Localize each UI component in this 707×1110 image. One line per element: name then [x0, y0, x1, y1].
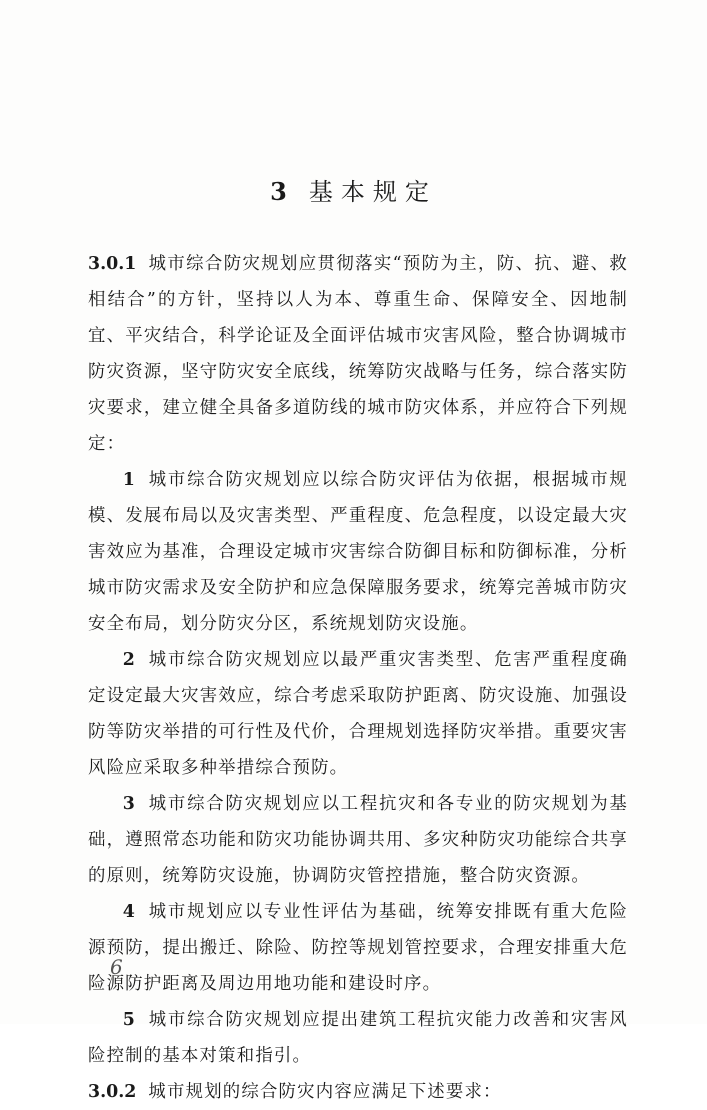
item-number: 5 [122, 1010, 137, 1030]
item-text: 城市综合防灾规划应以工程抗灾和各专业的防灾规划为基础，遵照常态功能和防灾功能协调共用、多灾种防灾功能综合共享的原则，统筹防灾设施，协调防灾管控措施，整合防灾资源。 [88, 794, 628, 886]
clause-text: 城市规划的综合防灾内容应满足下述要求： [148, 1082, 502, 1102]
list-item [88, 786, 628, 894]
item-number: 3 [122, 794, 137, 814]
clause-3-0-2 [88, 1074, 628, 1110]
list-item [88, 1002, 628, 1074]
clause-number: 3.0.1 [88, 254, 137, 274]
item-number: 2 [122, 650, 137, 670]
clause-text: 城市综合防灾规划应贯彻落实“预防为主，防、抗、避、救相结合”的方针，坚持以人为本、尊重生命、保障安全、因地制宜、平灾结合，科学论证及全面评估城市灾害风险，整合协调城市防灾资源，坚守防灾安全底线，统筹防灾战略与任务，综合落实防灾要求，建立健全具备多道防线的城市防灾体系，并应符合下列规定： [88, 254, 628, 454]
chapter-number: 3 [270, 177, 295, 206]
list-item [88, 462, 628, 642]
item-text: 城市规划应以专业性评估为基础，统筹安排既有重大危险源预防，提出搬迁、除险、防控等规划管控要求，合理安排重大危险源防护距离及周边用地功能和建设时序。 [88, 902, 628, 994]
clause-number: 3.0.2 [88, 1082, 137, 1102]
item-number: 4 [122, 902, 137, 922]
item-text: 城市综合防灾规划应提出建筑工程抗灾能力改善和灾害风险控制的基本对策和指引。 [88, 1010, 628, 1066]
page-number: 6 [110, 955, 123, 979]
list-item [88, 894, 628, 1002]
list-item [88, 642, 628, 786]
chapter-title: 基本规定 [308, 178, 437, 206]
item-text: 城市综合防灾规划应以最严重灾害类型、危害严重程度确定设定最大灾害效应，综合考虑采取防护距离、防灾设施、加强设防等防灾举措的可行性及代价，合理规划选择防灾举措。重要灾害风险应采取多种举措综合预防。 [88, 650, 628, 778]
clause-3-0-1 [88, 246, 628, 462]
item-number: 1 [122, 470, 137, 490]
item-text: 城市综合防灾规划应以综合防灾评估为依据，根据城市规模、发展布局以及灾害类型、严重程度、危急程度，以设定最大灾害效应为基准，合理设定城市灾害综合防御目标和防御标准，分析城市防灾需求及安全防护和应急保障服务要求，统筹完善城市防灾安全布局，划分防灾分区，系统规划防灾设施。 [88, 470, 628, 634]
chapter-heading [0, 172, 707, 207]
document-body [88, 246, 628, 1110]
